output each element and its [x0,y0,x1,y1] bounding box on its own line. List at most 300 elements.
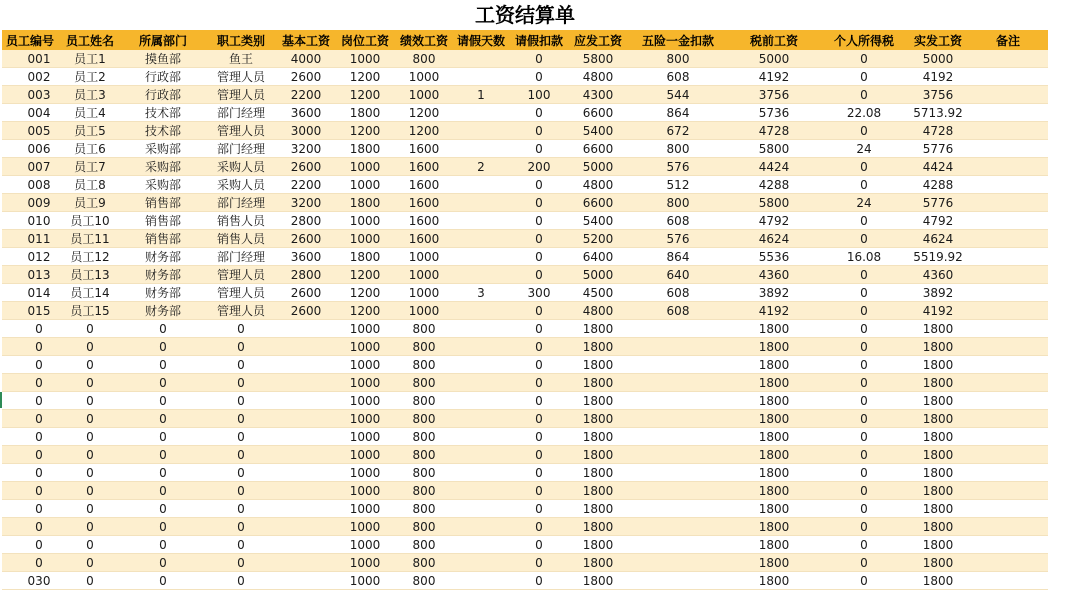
column-header[interactable]: 职工类别 [204,30,278,50]
table-cell[interactable]: 672 [628,122,728,140]
column-header[interactable]: 请假扣款 [510,30,568,50]
table-cell[interactable]: 0 [510,518,568,536]
table-cell[interactable]: 0 [204,536,278,554]
table-cell[interactable]: 6400 [568,248,628,266]
table-cell[interactable]: 0 [204,572,278,590]
column-header[interactable]: 所属部门 [122,30,204,50]
table-cell[interactable] [452,140,510,158]
table-cell[interactable]: 0 [820,446,908,464]
table-cell[interactable] [452,122,510,140]
table-cell[interactable]: 0 [820,50,908,68]
table-cell[interactable] [278,536,334,554]
table-cell[interactable]: 0 [58,464,122,482]
table-cell[interactable]: 1800 [728,410,820,428]
table-cell[interactable] [452,392,510,410]
table-cell[interactable]: 1800 [728,554,820,572]
table-cell[interactable]: 4288 [908,176,968,194]
table-cell[interactable]: 608 [628,302,728,320]
table-cell[interactable]: 0 [820,392,908,410]
table-cell[interactable]: 0 [58,446,122,464]
table-cell[interactable]: 0 [122,374,204,392]
table-cell[interactable]: 1800 [908,338,968,356]
table-cell[interactable]: 640 [628,266,728,284]
table-cell[interactable]: 0 [820,572,908,590]
table-cell[interactable]: 006 [2,140,58,158]
table-cell[interactable]: 1800 [334,104,396,122]
table-cell[interactable]: 24 [820,140,908,158]
table-cell[interactable]: 1800 [568,446,628,464]
table-cell[interactable]: 001 [2,50,58,68]
table-cell[interactable]: 员工13 [58,266,122,284]
table-cell[interactable]: 1000 [334,464,396,482]
table-cell[interactable]: 0 [510,68,568,86]
table-cell[interactable]: 4624 [908,230,968,248]
table-cell[interactable]: 1000 [334,212,396,230]
table-cell[interactable]: 5736 [728,104,820,122]
table-cell[interactable] [628,500,728,518]
table-cell[interactable]: 800 [628,140,728,158]
table-cell[interactable]: 0 [122,356,204,374]
column-header[interactable]: 员工姓名 [58,30,122,50]
table-cell[interactable] [452,320,510,338]
table-cell[interactable] [968,68,1048,86]
table-cell[interactable] [278,428,334,446]
table-cell[interactable]: 1800 [908,572,968,590]
table-cell[interactable] [452,212,510,230]
table-cell[interactable]: 800 [396,428,452,446]
table-cell[interactable]: 0 [510,554,568,572]
table-cell[interactable]: 1800 [908,356,968,374]
table-cell[interactable]: 技术部 [122,104,204,122]
table-cell[interactable]: 0 [2,482,58,500]
table-cell[interactable]: 1800 [908,518,968,536]
table-cell[interactable] [628,518,728,536]
table-cell[interactable]: 1800 [908,554,968,572]
table-cell[interactable]: 员工3 [58,86,122,104]
table-cell[interactable]: 1600 [396,140,452,158]
column-header[interactable]: 实发工资 [908,30,968,50]
table-cell[interactable]: 0 [820,284,908,302]
table-cell[interactable]: 管理人员 [204,284,278,302]
table-cell[interactable]: 部门经理 [204,248,278,266]
column-header[interactable]: 岗位工资 [334,30,396,50]
table-cell[interactable]: 1800 [568,464,628,482]
table-cell[interactable]: 1000 [396,68,452,86]
table-cell[interactable]: 采购部 [122,140,204,158]
table-cell[interactable]: 1800 [908,446,968,464]
table-cell[interactable] [968,248,1048,266]
table-cell[interactable]: 0 [820,428,908,446]
table-cell[interactable]: 2600 [278,158,334,176]
table-cell[interactable]: 员工4 [58,104,122,122]
table-cell[interactable]: 0 [510,338,568,356]
table-cell[interactable]: 3600 [278,104,334,122]
table-cell[interactable]: 5200 [568,230,628,248]
table-cell[interactable]: 800 [396,446,452,464]
table-cell[interactable]: 0 [2,554,58,572]
table-cell[interactable] [452,446,510,464]
table-cell[interactable] [968,140,1048,158]
table-cell[interactable]: 行政部 [122,68,204,86]
table-cell[interactable]: 0 [204,482,278,500]
table-cell[interactable]: 管理人员 [204,86,278,104]
table-cell[interactable]: 0 [510,374,568,392]
table-cell[interactable]: 1000 [396,284,452,302]
table-cell[interactable]: 1000 [334,518,396,536]
table-cell[interactable]: 300 [510,284,568,302]
table-cell[interactable]: 0 [510,50,568,68]
table-cell[interactable] [452,410,510,428]
table-cell[interactable]: 1800 [908,482,968,500]
table-cell[interactable]: 1000 [396,266,452,284]
column-header[interactable]: 税前工资 [728,30,820,50]
table-cell[interactable]: 0 [510,230,568,248]
table-cell[interactable]: 1800 [728,500,820,518]
table-cell[interactable]: 1800 [728,320,820,338]
table-cell[interactable] [278,500,334,518]
table-cell[interactable]: 0 [2,518,58,536]
table-cell[interactable] [278,320,334,338]
table-cell[interactable]: 5800 [728,194,820,212]
table-cell[interactable]: 0 [204,500,278,518]
table-cell[interactable]: 0 [2,392,58,410]
table-cell[interactable] [968,572,1048,590]
table-cell[interactable]: 1000 [334,176,396,194]
table-cell[interactable]: 4424 [908,158,968,176]
table-cell[interactable]: 1800 [728,392,820,410]
table-cell[interactable]: 800 [396,50,452,68]
table-cell[interactable]: 1000 [396,248,452,266]
table-cell[interactable]: 16.08 [820,248,908,266]
table-cell[interactable] [968,410,1048,428]
table-cell[interactable]: 1 [452,86,510,104]
table-cell[interactable]: 4500 [568,284,628,302]
table-cell[interactable]: 0 [820,518,908,536]
table-cell[interactable]: 0 [510,104,568,122]
table-cell[interactable]: 0 [2,320,58,338]
table-cell[interactable]: 0 [58,428,122,446]
table-cell[interactable]: 员工2 [58,68,122,86]
table-cell[interactable]: 800 [396,374,452,392]
table-cell[interactable]: 1000 [334,410,396,428]
table-cell[interactable]: 1800 [728,482,820,500]
table-cell[interactable]: 0 [820,176,908,194]
table-cell[interactable]: 1200 [334,266,396,284]
table-cell[interactable]: 0 [58,554,122,572]
table-cell[interactable]: 1800 [728,536,820,554]
table-cell[interactable]: 0 [820,212,908,230]
table-cell[interactable]: 002 [2,68,58,86]
table-cell[interactable]: 014 [2,284,58,302]
table-cell[interactable]: 1600 [396,212,452,230]
table-cell[interactable] [278,356,334,374]
table-cell[interactable]: 5400 [568,122,628,140]
table-cell[interactable]: 4192 [728,68,820,86]
table-cell[interactable]: 5400 [568,212,628,230]
table-cell[interactable] [628,356,728,374]
table-cell[interactable] [452,338,510,356]
table-cell[interactable]: 行政部 [122,86,204,104]
table-cell[interactable]: 1800 [728,518,820,536]
table-cell[interactable]: 800 [396,338,452,356]
table-cell[interactable]: 1800 [568,482,628,500]
table-cell[interactable]: 0 [204,518,278,536]
table-cell[interactable]: 0 [510,410,568,428]
table-cell[interactable]: 0 [204,428,278,446]
table-cell[interactable]: 1800 [568,410,628,428]
table-cell[interactable] [968,392,1048,410]
table-cell[interactable] [452,230,510,248]
table-cell[interactable] [452,356,510,374]
table-cell[interactable]: 0 [58,572,122,590]
table-cell[interactable]: 财务部 [122,266,204,284]
table-cell[interactable]: 011 [2,230,58,248]
table-cell[interactable]: 采购部 [122,176,204,194]
table-cell[interactable] [968,554,1048,572]
table-cell[interactable]: 管理人员 [204,68,278,86]
table-cell[interactable]: 0 [122,464,204,482]
table-cell[interactable]: 采购人员 [204,158,278,176]
table-cell[interactable]: 0 [510,500,568,518]
table-cell[interactable]: 0 [204,410,278,428]
table-cell[interactable]: 1000 [334,50,396,68]
table-cell[interactable]: 0 [820,536,908,554]
table-cell[interactable]: 0 [2,464,58,482]
table-cell[interactable]: 3756 [728,86,820,104]
table-cell[interactable]: 部门经理 [204,140,278,158]
table-cell[interactable] [628,536,728,554]
table-cell[interactable]: 管理人员 [204,122,278,140]
table-cell[interactable]: 0 [58,536,122,554]
table-cell[interactable]: 2800 [278,266,334,284]
table-cell[interactable]: 财务部 [122,302,204,320]
table-cell[interactable]: 864 [628,104,728,122]
table-cell[interactable] [968,518,1048,536]
table-cell[interactable]: 3200 [278,194,334,212]
table-cell[interactable]: 1800 [728,356,820,374]
table-cell[interactable]: 0 [122,482,204,500]
table-cell[interactable] [452,248,510,266]
table-cell[interactable]: 1800 [908,464,968,482]
table-cell[interactable] [278,464,334,482]
table-cell[interactable]: 财务部 [122,284,204,302]
table-cell[interactable]: 512 [628,176,728,194]
table-cell[interactable]: 1000 [334,230,396,248]
table-cell[interactable]: 技术部 [122,122,204,140]
table-cell[interactable]: 1800 [568,500,628,518]
table-cell[interactable]: 1000 [396,86,452,104]
table-cell[interactable]: 1000 [396,302,452,320]
table-cell[interactable] [452,50,510,68]
table-cell[interactable]: 5000 [568,266,628,284]
table-cell[interactable] [628,554,728,572]
table-cell[interactable] [452,554,510,572]
table-cell[interactable]: 1200 [396,104,452,122]
table-cell[interactable]: 1600 [396,158,452,176]
table-cell[interactable] [628,428,728,446]
table-cell[interactable]: 销售人员 [204,230,278,248]
table-cell[interactable]: 0 [510,248,568,266]
table-cell[interactable]: 5800 [728,140,820,158]
table-cell[interactable]: 0 [2,356,58,374]
table-cell[interactable]: 4300 [568,86,628,104]
table-cell[interactable] [968,338,1048,356]
table-cell[interactable] [278,410,334,428]
table-cell[interactable]: 管理人员 [204,266,278,284]
table-cell[interactable]: 2600 [278,230,334,248]
table-cell[interactable]: 800 [396,410,452,428]
table-cell[interactable]: 销售部 [122,194,204,212]
table-cell[interactable]: 部门经理 [204,194,278,212]
table-cell[interactable]: 0 [58,410,122,428]
table-cell[interactable] [968,266,1048,284]
table-cell[interactable]: 0 [510,536,568,554]
table-cell[interactable]: 200 [510,158,568,176]
table-cell[interactable]: 008 [2,176,58,194]
table-cell[interactable] [278,572,334,590]
table-cell[interactable]: 3600 [278,248,334,266]
table-cell[interactable]: 0 [510,140,568,158]
table-cell[interactable] [452,536,510,554]
table-cell[interactable]: 0 [2,446,58,464]
table-cell[interactable]: 1800 [728,428,820,446]
table-cell[interactable]: 0 [510,446,568,464]
table-cell[interactable]: 1800 [908,392,968,410]
table-cell[interactable]: 5536 [728,248,820,266]
table-cell[interactable]: 0 [204,464,278,482]
table-cell[interactable]: 0 [820,230,908,248]
table-cell[interactable]: 4728 [908,122,968,140]
table-cell[interactable]: 0 [122,392,204,410]
table-cell[interactable]: 0 [820,86,908,104]
column-header[interactable]: 备注 [968,30,1048,50]
table-cell[interactable]: 员工12 [58,248,122,266]
table-cell[interactable]: 1800 [728,374,820,392]
table-cell[interactable]: 800 [396,554,452,572]
table-cell[interactable]: 0 [510,302,568,320]
table-cell[interactable]: 1800 [568,392,628,410]
table-cell[interactable]: 1000 [334,428,396,446]
table-cell[interactable] [452,518,510,536]
table-cell[interactable]: 2600 [278,302,334,320]
table-cell[interactable]: 864 [628,248,728,266]
table-cell[interactable]: 0 [820,356,908,374]
table-cell[interactable]: 摸鱼部 [122,50,204,68]
table-cell[interactable]: 0 [510,464,568,482]
table-cell[interactable]: 608 [628,68,728,86]
table-cell[interactable]: 2600 [278,284,334,302]
table-cell[interactable]: 员工11 [58,230,122,248]
table-cell[interactable]: 0 [204,392,278,410]
table-cell[interactable] [968,122,1048,140]
table-cell[interactable]: 管理人员 [204,302,278,320]
table-cell[interactable] [452,572,510,590]
table-cell[interactable]: 1000 [334,446,396,464]
table-cell[interactable]: 0 [510,194,568,212]
table-cell[interactable] [452,194,510,212]
table-cell[interactable]: 0 [122,536,204,554]
table-cell[interactable]: 1800 [568,374,628,392]
table-cell[interactable] [968,230,1048,248]
table-cell[interactable]: 0 [204,338,278,356]
table-cell[interactable]: 0 [122,554,204,572]
table-cell[interactable]: 0 [58,482,122,500]
table-cell[interactable]: 1800 [568,338,628,356]
table-cell[interactable]: 0 [2,536,58,554]
table-cell[interactable]: 4192 [908,68,968,86]
table-cell[interactable]: 0 [820,338,908,356]
table-cell[interactable]: 0 [510,266,568,284]
table-cell[interactable] [452,302,510,320]
table-cell[interactable]: 0 [820,464,908,482]
table-cell[interactable]: 0 [510,392,568,410]
table-cell[interactable]: 4728 [728,122,820,140]
table-cell[interactable]: 1000 [334,392,396,410]
table-cell[interactable]: 0 [820,122,908,140]
table-cell[interactable]: 2 [452,158,510,176]
table-cell[interactable]: 1000 [334,482,396,500]
table-cell[interactable]: 0 [820,320,908,338]
table-cell[interactable]: 800 [396,392,452,410]
table-cell[interactable]: 5000 [908,50,968,68]
table-cell[interactable]: 员工1 [58,50,122,68]
table-cell[interactable] [452,68,510,86]
table-cell[interactable]: 0 [204,446,278,464]
table-cell[interactable]: 003 [2,86,58,104]
table-cell[interactable] [968,50,1048,68]
table-cell[interactable]: 4000 [278,50,334,68]
table-cell[interactable]: 4288 [728,176,820,194]
table-cell[interactable] [452,266,510,284]
table-cell[interactable]: 0 [58,356,122,374]
table-cell[interactable]: 800 [396,518,452,536]
table-cell[interactable]: 0 [510,176,568,194]
table-cell[interactable]: 3 [452,284,510,302]
table-cell[interactable]: 销售部 [122,212,204,230]
table-cell[interactable] [452,104,510,122]
column-header[interactable]: 员工编号 [2,30,58,50]
table-cell[interactable] [968,320,1048,338]
table-cell[interactable]: 1200 [334,284,396,302]
table-cell[interactable]: 800 [396,320,452,338]
table-cell[interactable] [452,500,510,518]
table-cell[interactable]: 2200 [278,176,334,194]
table-cell[interactable]: 1800 [568,518,628,536]
table-cell[interactable]: 0 [122,572,204,590]
table-cell[interactable]: 0 [122,500,204,518]
table-cell[interactable]: 3892 [908,284,968,302]
table-cell[interactable]: 1800 [334,194,396,212]
table-cell[interactable]: 22.08 [820,104,908,122]
table-cell[interactable]: 部门经理 [204,104,278,122]
table-cell[interactable]: 0 [122,446,204,464]
table-cell[interactable] [628,572,728,590]
table-cell[interactable]: 鱼王 [204,50,278,68]
table-cell[interactable]: 800 [396,536,452,554]
table-cell[interactable] [278,374,334,392]
table-cell[interactable]: 608 [628,212,728,230]
table-cell[interactable]: 1000 [334,572,396,590]
table-cell[interactable]: 采购部 [122,158,204,176]
table-cell[interactable]: 0 [820,482,908,500]
table-cell[interactable]: 员工9 [58,194,122,212]
column-header[interactable]: 应发工资 [568,30,628,50]
table-cell[interactable]: 576 [628,158,728,176]
table-cell[interactable]: 1800 [908,374,968,392]
table-cell[interactable] [278,392,334,410]
table-cell[interactable]: 0 [58,518,122,536]
table-cell[interactable] [278,482,334,500]
